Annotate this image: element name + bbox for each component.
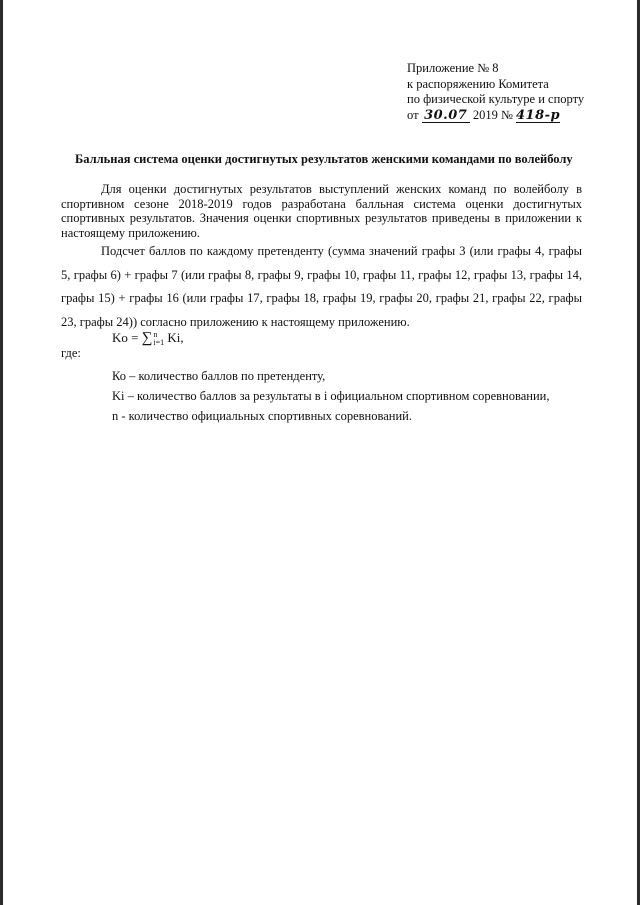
scan-edge-left bbox=[0, 0, 3, 905]
handwritten-number: 418-р bbox=[516, 107, 561, 123]
order-reference: к распоряжению Комитета bbox=[407, 76, 549, 91]
paragraph-calculation: Подсчет баллов по каждому претенденту (сумма значений графы 3 (или графы 4, графы 5, графы 6) + графы 7 (или графы 8, графы 9, графы 10, графы 11, графы 12, графы 13, графы 14, графы 15) + графы 16 (или графы 17, графы 18, графы 19, графы 20, графы 21, графы 22, графы 23, графы 24)) согласно приложению к настоящему приложению. bbox=[61, 244, 582, 329]
document-title: Балльная система оценки достигнутых результатов женскими командами по волейболу bbox=[75, 152, 573, 166]
definition-ko: Ко – количество баллов по претенденту, bbox=[112, 369, 326, 383]
committee-name: по физической культуре и спорту bbox=[407, 92, 585, 106]
definition-ki: Ki – количество баллов за результаты в i официальном спортивном соревновании, bbox=[112, 389, 550, 403]
sum-symbol: ∑ bbox=[141, 330, 153, 346]
date-number-line bbox=[407, 108, 584, 124]
sum-lower-limit: i=1 bbox=[153, 338, 165, 348]
definition-n: n - количество официальных спортивных соревнований. bbox=[112, 409, 412, 423]
sum-upper-limit: n bbox=[153, 330, 158, 340]
definitions-list bbox=[112, 366, 549, 426]
handwritten-date: 30.07 bbox=[422, 110, 470, 123]
from-prefix: от bbox=[407, 107, 419, 122]
where-label: где: bbox=[61, 346, 81, 360]
paragraph-intro: Для оценки достигнутых результатов выступлений женских команд по волейболу в спортивном сезоне 2018-2019 годов разработана балльная система оценки достигнутых спортивных результатов. Значения оценки спортивных результатов приведены в приложении к настоящему приложению. bbox=[61, 182, 582, 240]
score-formula bbox=[112, 330, 184, 347]
appendix-number: Приложение № 8 bbox=[407, 61, 499, 75]
year-number-label: 2019 № bbox=[472, 107, 513, 122]
formula-term: Ki, bbox=[164, 330, 184, 345]
formula-lhs: Ko = bbox=[112, 330, 142, 345]
appendix-header bbox=[407, 61, 584, 123]
